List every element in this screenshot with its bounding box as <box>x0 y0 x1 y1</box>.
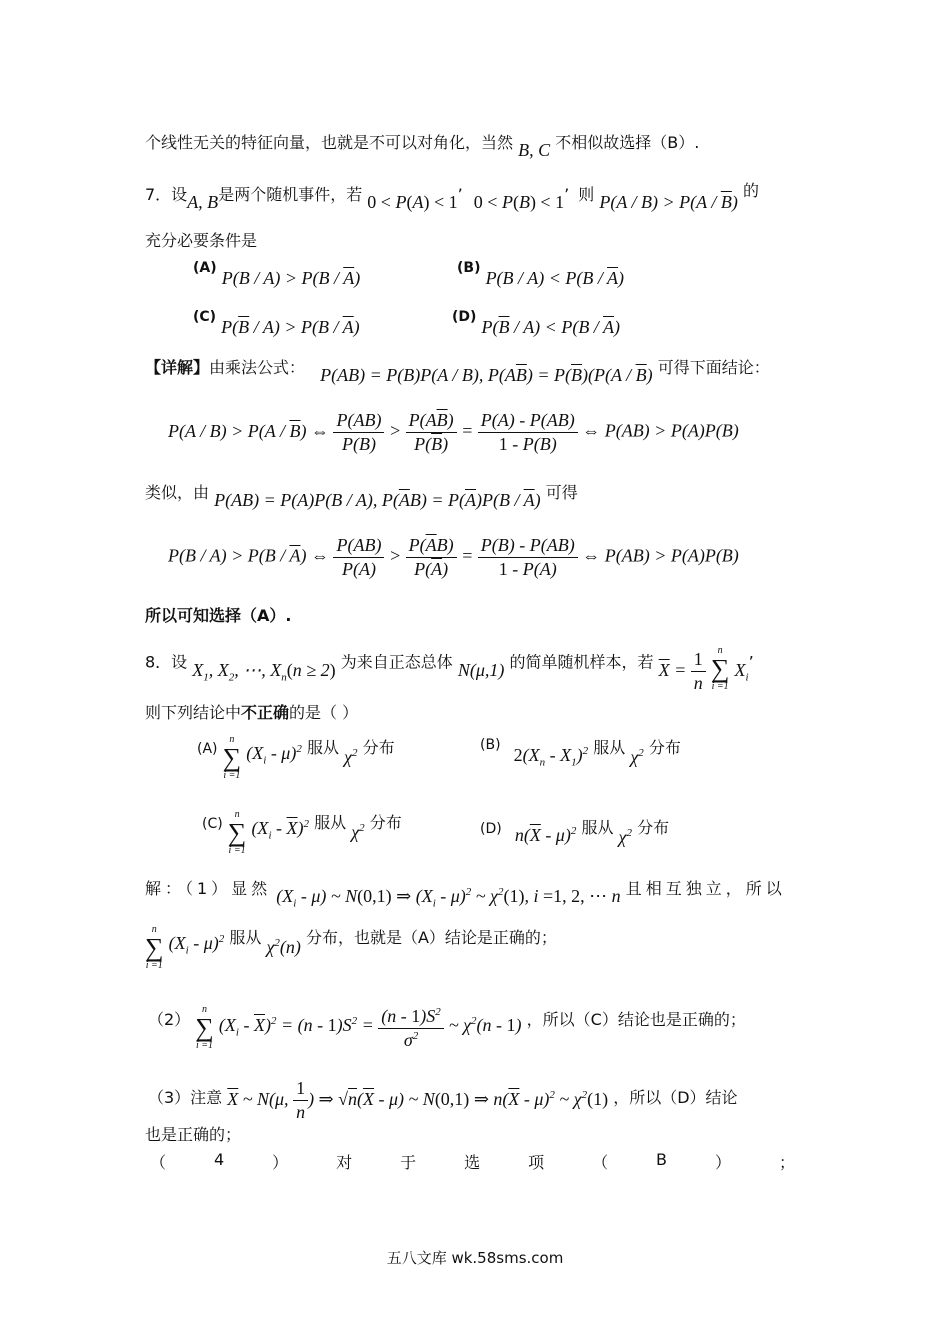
option-d: (D) $P(\overline{B} / A) < P(B / \overline{A})$ <box>452 309 620 337</box>
condition-b: 0 < P(B) < 1 <box>473 192 565 212</box>
derivation-1: $P(A / B) > P(A / \overline{B})$ ⇔ $\frac{P(AB)}{P(B)}$ > $\frac{P(A\overline{B})}{P(\overline{B})}$ = $\frac{P(A) - P(AB)}{1 - P(B)}$ ⇔ P(AB) > P(A)P(B) <box>168 410 739 454</box>
question-8-stem: 8．设 $X_1$, $X_2$, ⋯, $X_n(n \ge 2)$ 为来自正态总体 N(μ,1) 的简单随机样本，若 $\overline{X}$ = $\frac{1}{n}$ n ∑ i =1 $X_i$’ <box>145 645 754 693</box>
solution-part-4: （ 4 ） 对 于 选 项 （ B ） ； <box>150 1150 795 1172</box>
option-c: (C) $P(\overline{B} / A) > P(B / \overline{A})$ <box>193 309 360 337</box>
solution-part-2: （2） n ∑ i =1 $(X_i - \overline{X})^2 = (n - 1)S^2$ = $\frac{(n - 1)S^2}{\sigma^2}$ ~ $\chi^2(n - 1)$ ，所以（C）结论也是正确的； <box>148 1004 746 1051</box>
footer-watermark: 五八文库 wk.58sms.com <box>386 1249 564 1267</box>
q8-option-a: (A) n ∑ i =1 $(X_i - \mu)^2$ 服从 $\chi^2$ 分布 <box>197 734 395 781</box>
question-7-stem-2: 充分必要条件是 <box>145 231 258 250</box>
solution-part-1: 解：（1）显然 $(X_i - \mu)$ ~ N(0,1) ⇒ $(X_i - \mu)^2$ ~ $\chi^2(1)$, i =1, 2, ⋯ n 且相互独立，所以 <box>145 879 786 910</box>
solution-part-3b: 也是正确的； <box>145 1125 242 1144</box>
derivation-2: $P(B / A) > P(B / \overline{A})$ ⇔ $\frac{P(AB)}{P(A)}$ > $\frac{P(\overline{A}B)}{P(\overline{A})}$ = $\frac{P(B) - P(AB)}{1 - P(A)}$ ⇔ P(AB) > P(A)P(B) <box>168 535 739 579</box>
option-b: (B) $P(B / A) < P(B / \overline{A})$ <box>457 260 625 288</box>
solution-part-1b: n ∑ i =1 $(X_i - \mu)^2$ 服从 $\chi^2(n)$ 分布，也就是（A）结论是正确的； <box>145 924 557 971</box>
q8-option-b: (B) $2(X_n - X_1)^2$ 服从 $\chi^2$ 分布 <box>480 737 681 769</box>
similar-line: 类似，由 P(AB) = P(A)P(B / A), $P(\overline{A}B) = P(\overline{A})P(B / \overline{A})$ 可得 <box>145 483 578 510</box>
question-7-stem: 7．设A, B是两个随机事件，若 0 < P(A) < 1’ 0 < P(B) < 1’ 则 $P(A / B) > P(A / \overline{B})$ 的 <box>145 181 759 212</box>
option-a: (A) $P(B / A) > P(B / \overline{A})$ <box>193 260 361 288</box>
solution-part-3: （3）注意 $\overline{X}$ ~ N(μ, $\frac{1}{n}$ ) ⇒ $√n(\overline{X} - \mu)$ ~ N(0,1) ⇒ $n(\overline{X} - \mu)^2$ ~ $\chi^2(1)$ ，所以（D）结论 <box>148 1078 738 1122</box>
text-line-1: 个线性无关的特征向量，也就是不可以对角化，当然 B, C 不相似故选择（B）. <box>145 133 700 160</box>
q8-option-c: (C) n ∑ i =1 $(X_i - \overline{X})^2$ 服从 $\chi^2$ 分布 <box>202 809 402 856</box>
question-8-stem-2: 则下列结论中不正确的是（ ） <box>145 703 359 722</box>
condition-a: 0 < P(A) < 1 <box>367 192 458 212</box>
target-inequality: $P(A / B) > P(A / \overline{B})$ <box>599 192 738 212</box>
conclusion-7: 所以可知选择（A）. <box>145 606 292 625</box>
q8-option-d: (D) $n(\overline{X} - \mu)^2$ 服从 $\chi^2$ 分布 <box>480 818 670 847</box>
explanation-intro: 【详解】由乘法公式： P(AB) = P(B)P(A / B), $P(A\overline{B}) = P(\overline{B})(P(A / \overline{B})$ 可得下面结论： <box>145 358 770 385</box>
